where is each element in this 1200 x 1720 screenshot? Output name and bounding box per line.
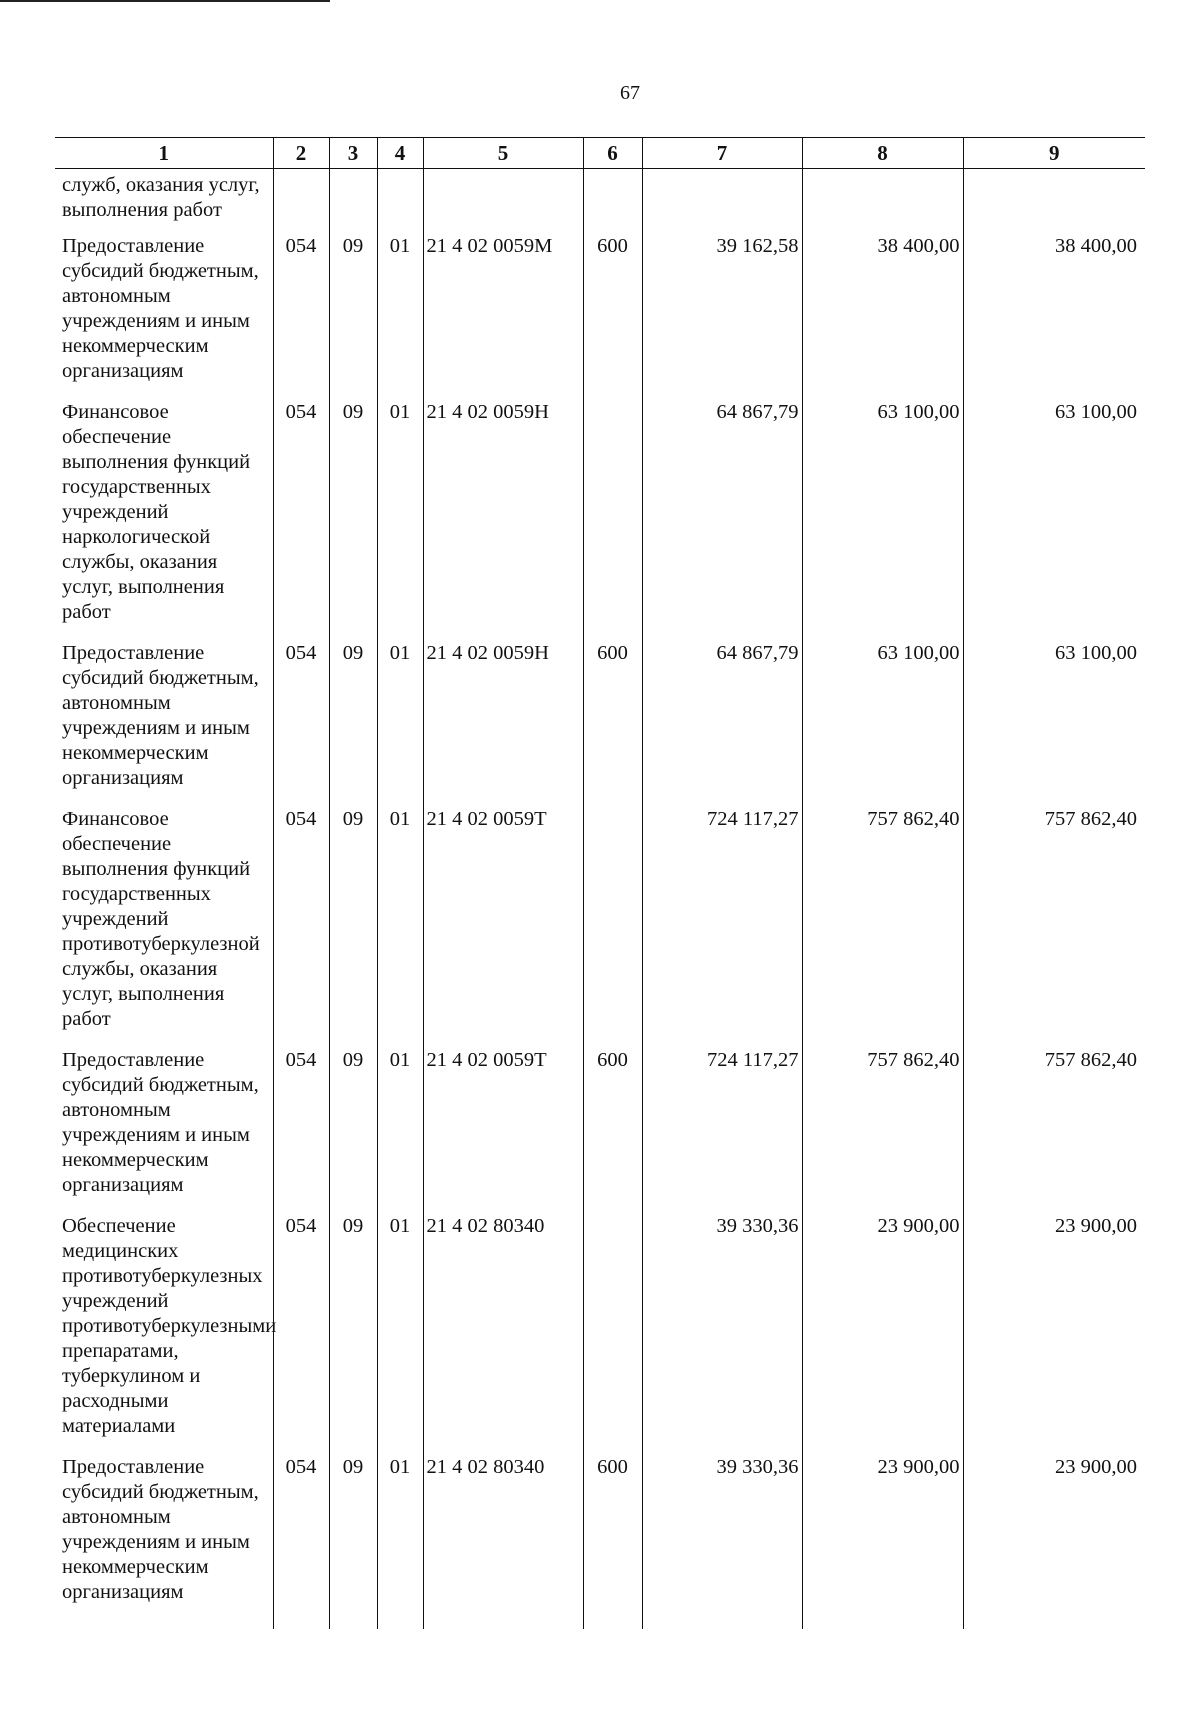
row-amount-col9: 38 400,00	[963, 234, 1145, 400]
row-amount-col7: 39 330,36	[642, 1455, 802, 1629]
row-target-article	[423, 169, 583, 235]
row-name-cell: Финансовое обеспечение выполнения функций государственных учреждений наркологической службы, оказания услуг, выполнения работ	[62, 401, 251, 623]
header-col-1: 1	[55, 138, 273, 169]
row-amount-col7: 39 330,36	[642, 1214, 802, 1455]
table-row	[55, 807, 1145, 1048]
row-ministry-code: 054	[273, 1455, 329, 1629]
row-amount-col9: 757 862,40	[963, 807, 1145, 1048]
header-col-2: 2	[273, 138, 329, 169]
row-amount-col8	[802, 169, 963, 235]
row-target-article: 21 4 02 80340	[423, 1214, 583, 1455]
row-section-code: 09	[329, 1048, 377, 1214]
row-amount-col9: 63 100,00	[963, 641, 1145, 807]
table-row	[55, 1048, 1145, 1214]
row-section-code: 09	[329, 1214, 377, 1455]
row-subsection-code: 01	[377, 1214, 423, 1455]
row-target-article: 21 4 02 0059М	[423, 234, 583, 400]
row-amount-col8: 23 900,00	[802, 1455, 963, 1629]
row-expense-type: 600	[583, 234, 642, 400]
row-ministry-code: 054	[273, 400, 329, 641]
row-expense-type	[583, 1214, 642, 1455]
row-target-article: 21 4 02 0059Т	[423, 807, 583, 1048]
row-ministry-code	[273, 169, 329, 235]
row-subsection-code: 01	[377, 1048, 423, 1214]
row-amount-col9: 63 100,00	[963, 400, 1145, 641]
table-row	[55, 169, 1145, 235]
row-amount-col7: 724 117,27	[642, 1048, 802, 1214]
row-subsection-code: 01	[377, 807, 423, 1048]
budget-table	[55, 137, 1145, 1629]
row-amount-col8: 757 862,40	[802, 1048, 963, 1214]
row-name-cell: Предоставление субсидий бюджетным, автономным учреждениям и иным некоммерческим организациям	[62, 1049, 259, 1196]
table-row	[55, 1455, 1145, 1629]
row-amount-col8: 23 900,00	[802, 1214, 963, 1455]
row-amount-col8: 38 400,00	[802, 234, 963, 400]
row-expense-type	[583, 400, 642, 641]
row-section-code: 09	[329, 641, 377, 807]
row-amount-col8: 757 862,40	[802, 807, 963, 1048]
page-number: 67	[620, 82, 640, 104]
row-subsection-code: 01	[377, 1455, 423, 1629]
header-col-7: 7	[642, 138, 802, 169]
row-name-cell: Финансовое обеспечение выполнения функций государственных учреждений противотуберкулезной службы, оказания услуг, выполнения работ	[62, 808, 260, 1030]
row-amount-col7: 64 867,79	[642, 400, 802, 641]
row-expense-type: 600	[583, 1048, 642, 1214]
row-amount-col9	[963, 169, 1145, 235]
row-amount-col9: 757 862,40	[963, 1048, 1145, 1214]
row-name-cell: Предоставление субсидий бюджетным, автономным учреждениям и иным некоммерческим организациям	[62, 235, 259, 382]
row-amount-col9: 23 900,00	[963, 1214, 1145, 1455]
header-col-4: 4	[377, 138, 423, 169]
row-amount-col7: 724 117,27	[642, 807, 802, 1048]
row-subsection-code: 01	[377, 641, 423, 807]
header-col-5: 5	[423, 138, 583, 169]
row-subsection-code	[377, 169, 423, 235]
row-section-code	[329, 169, 377, 235]
row-ministry-code: 054	[273, 234, 329, 400]
row-subsection-code: 01	[377, 400, 423, 641]
row-amount-col7: 39 162,58	[642, 234, 802, 400]
row-name-cell: Обеспечение медицинских противотуберкулезных учреждений противотуберкулезными препаратами, туберкулином и расходными материалами	[62, 1215, 277, 1437]
row-name-cell: Предоставление субсидий бюджетным, автономным учреждениям и иным некоммерческим организациям	[62, 1456, 259, 1603]
row-amount-col7: 64 867,79	[642, 641, 802, 807]
header-col-6: 6	[583, 138, 642, 169]
row-expense-type: 600	[583, 1455, 642, 1629]
row-name-cell: служб, оказания услуг, выполнения работ	[62, 174, 260, 221]
header-col-9: 9	[963, 138, 1145, 169]
table-row	[55, 234, 1145, 400]
row-ministry-code: 054	[273, 1048, 329, 1214]
table-header-row	[55, 138, 1145, 169]
row-target-article: 21 4 02 0059Т	[423, 1048, 583, 1214]
row-section-code: 09	[329, 1455, 377, 1629]
table-row	[55, 400, 1145, 641]
row-amount-col9: 23 900,00	[963, 1455, 1145, 1629]
row-ministry-code: 054	[273, 807, 329, 1048]
row-amount-col7	[642, 169, 802, 235]
row-expense-type	[583, 807, 642, 1048]
row-amount-col8: 63 100,00	[802, 400, 963, 641]
row-expense-type: 600	[583, 641, 642, 807]
row-section-code: 09	[329, 234, 377, 400]
table-row	[55, 1214, 1145, 1455]
row-target-article: 21 4 02 0059Н	[423, 400, 583, 641]
row-section-code: 09	[329, 400, 377, 641]
row-ministry-code: 054	[273, 641, 329, 807]
header-col-3: 3	[329, 138, 377, 169]
scan-edge-line	[0, 0, 330, 2]
row-ministry-code: 054	[273, 1214, 329, 1455]
table-row	[55, 641, 1145, 807]
header-col-8: 8	[802, 138, 963, 169]
row-section-code: 09	[329, 807, 377, 1048]
row-subsection-code: 01	[377, 234, 423, 400]
row-target-article: 21 4 02 80340	[423, 1455, 583, 1629]
row-amount-col8: 63 100,00	[802, 641, 963, 807]
row-expense-type	[583, 169, 642, 235]
row-name-cell: Предоставление субсидий бюджетным, автономным учреждениям и иным некоммерческим организациям	[62, 642, 259, 789]
row-target-article: 21 4 02 0059Н	[423, 641, 583, 807]
